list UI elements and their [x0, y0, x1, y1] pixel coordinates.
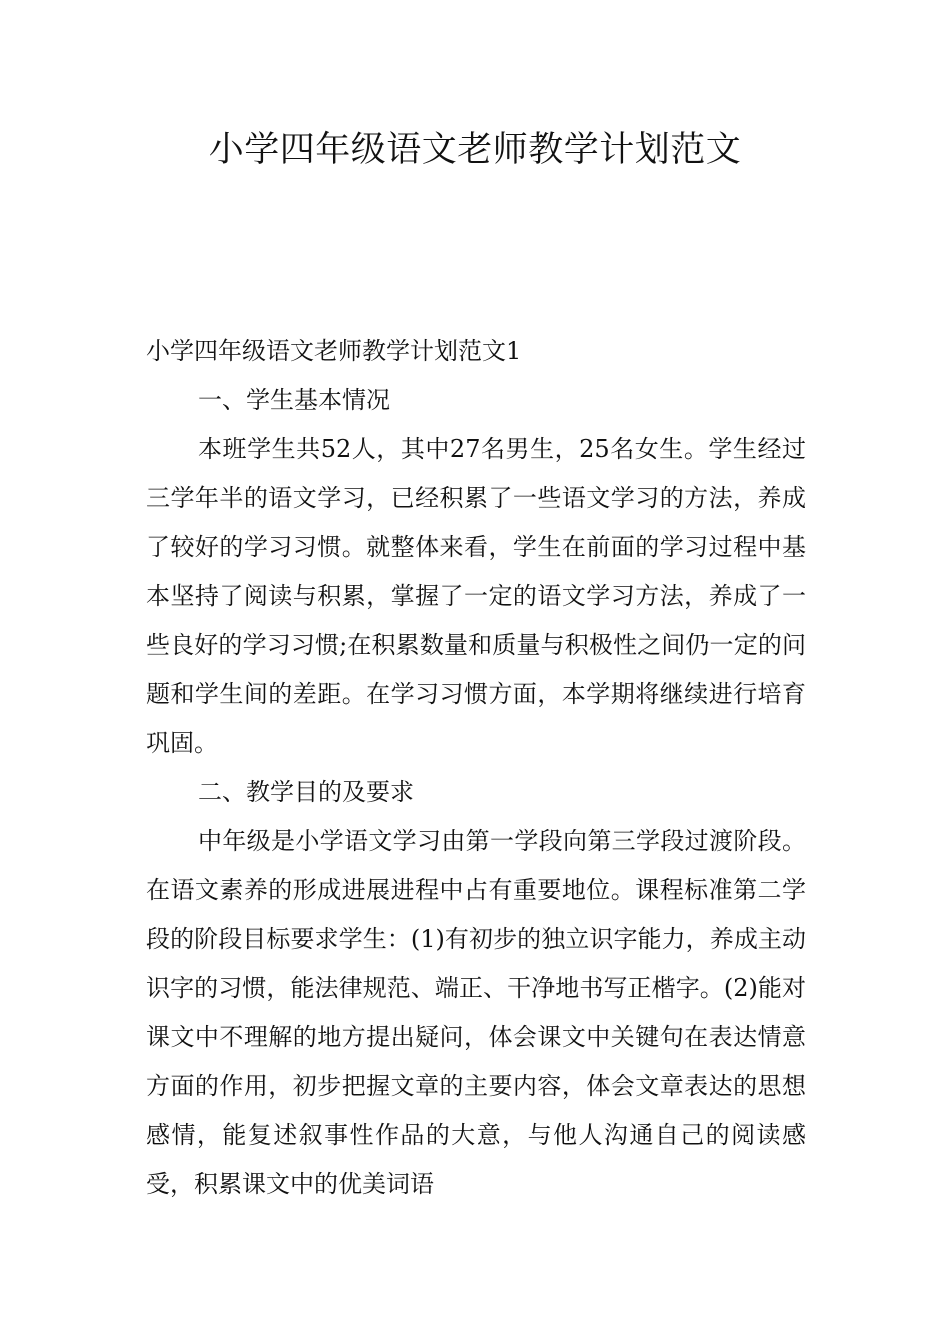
- document-subtitle: 小学四年级语文老师教学计划范文1: [146, 337, 522, 365]
- paragraph-student-situation: 本班学生共52人，其中27名男生，25名女生。学生经过三学年半的语文学习，已经积累了一些语文学习的方法，养成了较好的学习习惯。就整体来看，学生在前面的学习过程中基本坚持了阅读与积累，掌握了一定的语文学习方法，养成了一些良好的学习习惯;在积累数量和质量与积极性之间仍一定的问题和学生间的差距。在学习习惯方面，本学期将继续进行培育巩固。: [146, 435, 806, 757]
- section-heading-teaching-goals: 二、教学目的及要求: [198, 778, 414, 806]
- document-body: [146, 327, 806, 1209]
- document-title: 小学四年级语文老师教学计划范文: [208, 130, 742, 170]
- paragraph-teaching-goals: 中年级是小学语文学习由第一学段向第三学段过渡阶段。在语文素养的形成进展进程中占有重要地位。课程标准第二学段的阶段目标要求学生：(1)有初步的独立识字能力，养成主动识字的习惯，能法律规范、端正、干净地书写正楷字。(2)能对课文中不理解的地方提出疑问，体会课文中关键句在表达情意方面的作用，初步把握文章的主要内容，体会文章表达的思想感情，能复述叙事性作品的大意，与他人沟通自己的阅读感受，积累课文中的优美词语: [146, 827, 806, 1198]
- section-heading-student-situation: 一、学生基本情况: [198, 386, 390, 414]
